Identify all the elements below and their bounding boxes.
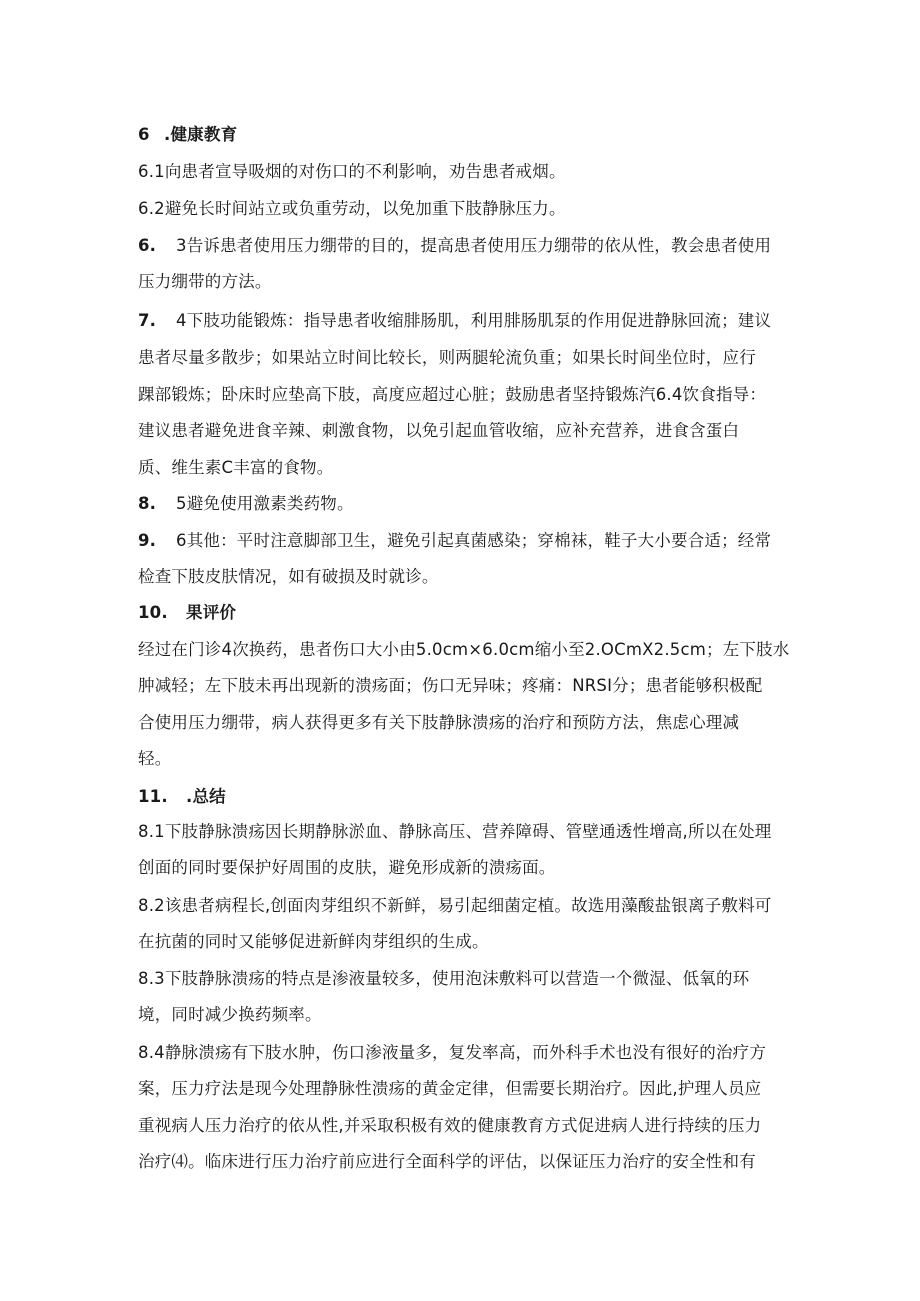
- paragraph-7-line-1: [138, 310, 771, 332]
- paragraph-8-1-line-2: 创面的同时要保护好周围的皮肤，避免形成新的溃疡面。: [138, 858, 556, 877]
- section-11-number: 11.: [138, 787, 168, 806]
- paragraph-8-3-line-2: 境，同时减少换药频率。: [138, 1005, 322, 1024]
- section-10-heading: [138, 602, 236, 624]
- evaluation-line-4: 轻。: [138, 749, 172, 768]
- paragraph-6-2: 6.2避免长时间站立或负重劳动，以免加重下肢静脉压力。: [138, 199, 566, 218]
- paragraph-7-line-3: 踝部锻炼；卧床时应垫高下肢，高度应超过心脏；鼓励患者坚持锻炼汽6.4饮食指导：: [138, 385, 767, 404]
- paragraph-7-text: 4下肢功能锻炼：指导患者收缩腓肠肌，利用腓肠肌泵的作用促进静脉回流；建议: [176, 311, 772, 330]
- section-11-heading: [138, 786, 226, 808]
- paragraph-9-text: 6其他：平时注意脚部卫生，避免引起真菌感染；穿棉袜，鞋子大小要合适；经常: [176, 531, 772, 550]
- section-10-number: 10.: [138, 603, 168, 622]
- paragraph-8-1-line-1: 8.1下肢静脉溃疡因长期静脉淤血、静脉高压、营养障碍、管壁通透性增高,所以在处理: [138, 822, 772, 841]
- paragraph-8-4-line-2: 案，压力疗法是现今处理静脉性溃疡的黄金定律，但需要长期治疗。因此,护理人员应: [138, 1079, 762, 1098]
- paragraph-8-4-line-3: 重视病人压力治疗的依从性,并采取积极有效的健康教育方式促进病人进行持续的压力: [138, 1116, 762, 1135]
- paragraph-6-3-text: 3告诉患者使用压力绷带的目的，提高患者使用压力绷带的依从性，教会患者使用: [176, 236, 772, 255]
- paragraph-9-line-1: [138, 530, 771, 552]
- paragraph-6-1: 6.1向患者宣导吸烟的对伤口的不利影响，劝告患者戒烟。: [138, 162, 566, 181]
- paragraph-8-4-line-1: 8.4静脉溃疡有下肢水肿，伤口渗液量多，复发率高，而外科手术也没有很好的治疗方: [138, 1043, 767, 1062]
- paragraph-8-4-line-4: 治疗⑷。临床进行压力治疗前应进行全面科学的评估，以保证压力治疗的安全性和有: [138, 1152, 756, 1171]
- evaluation-line-3: 合使用压力绷带，病人获得更多有关下肢静脉溃疡的治疗和预防方法，焦虑心理减: [138, 713, 740, 732]
- paragraph-7-line-2: 患者尽量多散步；如果站立时间比较长，则两腿轮流负重；如果长时间坐位时，应行: [138, 348, 756, 367]
- paragraph-6-3-line-2: 压力绷带的方法。: [138, 272, 272, 291]
- paragraph-8-2-line-2: 在抗菌的同时又能够促进新鲜肉芽组织的生成。: [138, 932, 489, 951]
- evaluation-line-1: 经过在门诊4次换药，患者伤口大小由5.0cm×6.0cm缩小至2.OCmX2.5cm；左下肢水: [138, 640, 790, 659]
- paragraph-8-text: 5避免使用激素类药物。: [176, 494, 354, 513]
- section-6-heading: [138, 124, 237, 146]
- section-6-number: 6: [138, 125, 150, 144]
- paragraph-7-line-5: 质、维生素C丰富的食物。: [138, 458, 334, 477]
- paragraph-8-3-line-1: 8.3下肢静脉溃疡的特点是渗液量较多，使用泡沫敷料可以营造一个微湿、低氧的环: [138, 969, 750, 988]
- paragraph-9-line-2: 检查下肢皮肤情况，如有破损及时就诊。: [138, 567, 439, 586]
- section-6-title: .健康教育: [164, 125, 238, 144]
- paragraph-8-line-1: [138, 493, 354, 515]
- paragraph-7-line-4: 建议患者避免进食辛辣、刺激食物，以免引起血管收缩，应补充营养，进食含蛋白: [138, 421, 740, 440]
- paragraph-9-number: 9.: [138, 531, 157, 550]
- paragraph-6-3-number: 6.: [138, 236, 157, 255]
- paragraph-8-number: 8.: [138, 494, 157, 513]
- section-11-title: .总结: [186, 787, 226, 806]
- paragraph-7-number: 7.: [138, 311, 157, 330]
- paragraph-6-3-line-1: [138, 235, 771, 257]
- paragraph-8-2-line-1: 8.2该患者病程长,创面肉芽组织不新鲜，易引起细菌定植。故选用藻酸盐银离子敷料可: [138, 896, 772, 915]
- section-10-title: 果评价: [186, 603, 237, 622]
- evaluation-line-2: 肿减轻；左下肢未再出现新的溃疡面；伤口无异味；疼痛：NRSI分；患者能够积极配: [138, 676, 763, 695]
